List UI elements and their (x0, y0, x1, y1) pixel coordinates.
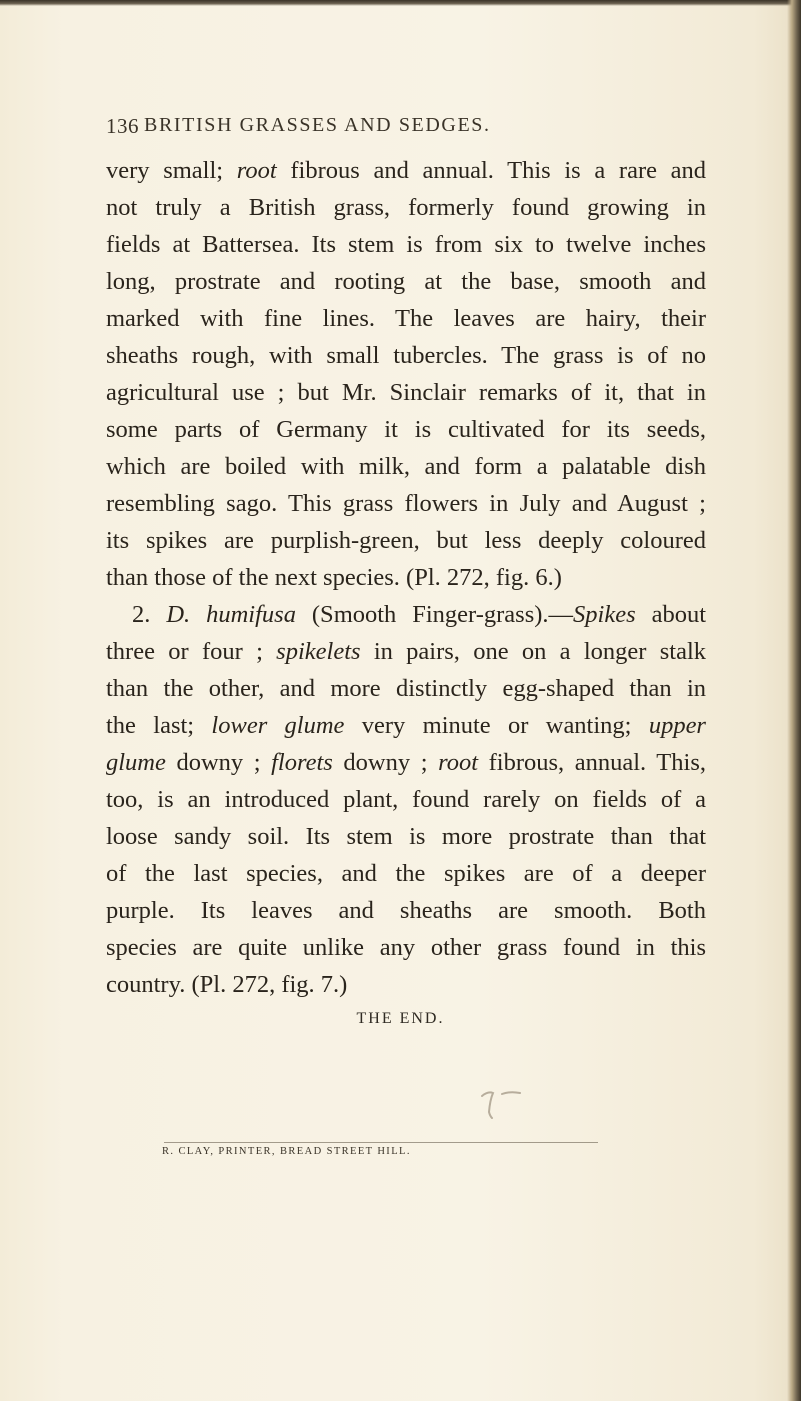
text-line (106, 485, 706, 522)
page-top-edge (0, 0, 801, 6)
text-run: the last; (106, 712, 212, 739)
text-line (106, 781, 706, 818)
text-run: of the last species, and the spikes are of a deeper (106, 860, 706, 887)
text-run: fibrous, annual. This, (478, 749, 706, 776)
text-run: than the other, and more distinctly egg-shaped than in (106, 675, 706, 702)
text-line (106, 226, 706, 263)
page-binding-edge (787, 0, 801, 1401)
text-run: agricultural use ; but Mr. Sinclair remarks of it, that in (106, 379, 706, 406)
text-run: downy ; (165, 749, 272, 776)
text-line (106, 152, 706, 189)
imprint-rule (164, 1142, 598, 1143)
text-run: very small; (106, 157, 237, 184)
text-run: some parts of Germany it is cultivated for its seeds, (106, 416, 706, 443)
text-line (106, 263, 706, 300)
text-line (106, 189, 706, 226)
text-run: three or four ; (106, 638, 277, 665)
text-line (106, 707, 706, 744)
text-line (106, 374, 706, 411)
text-run: in pairs, one on a longer stalk (360, 638, 707, 665)
text-line (106, 744, 706, 781)
text-run: its spikes are purplish-green, but less deeply coloured (106, 527, 706, 554)
text-line (106, 633, 706, 670)
text-run: long, prostrate and rooting at the base, smooth and (106, 268, 706, 295)
text-run: very minute or wanting; (344, 712, 649, 739)
text-line (106, 670, 706, 707)
body-text (106, 152, 706, 1003)
text-run: downy ; (332, 749, 439, 776)
text-run: which are boiled with milk, and form a palatable dish (106, 453, 706, 480)
italic-term: D. humifusa (166, 601, 296, 628)
italic-term: glume (106, 749, 166, 776)
text-run: too, is an introduced plant, found rarely on fields of a (106, 786, 706, 813)
text-run: resembling sago. This grass flowers in July and August ; (106, 490, 706, 517)
printer-imprint: R. CLAY, PRINTER, BREAD STREET HILL. (162, 1146, 411, 1157)
text-line (106, 337, 706, 374)
the-end-label: THE END. (356, 1010, 445, 1027)
text-line (106, 522, 706, 559)
running-head (106, 114, 702, 144)
text-run: country. (Pl. 272, fig. 7.) (106, 971, 348, 998)
italic-term: florets (271, 749, 333, 776)
text-line (106, 448, 706, 485)
text-line (106, 559, 706, 596)
text-run: loose sandy soil. Its stem is more prostrate than that (106, 823, 706, 850)
text-line (106, 892, 706, 929)
running-title: BRITISH GRASSES AND SEDGES. (144, 114, 491, 136)
text-line (106, 966, 706, 1003)
text-run: (Smooth Finger-grass).— (295, 601, 574, 628)
italic-term: upper (648, 712, 706, 739)
text-line (106, 300, 706, 337)
italic-term: root (236, 157, 277, 184)
text-run: than those of the next species. (Pl. 272, fig. 6.) (106, 564, 562, 591)
text-line (106, 818, 706, 855)
italic-term: Spikes (573, 601, 636, 628)
italic-term: root (438, 749, 479, 776)
italic-term: lower glume (211, 712, 345, 739)
text-line (106, 411, 706, 448)
text-line (106, 596, 706, 633)
text-run: marked with fine lines. The leaves are hairy, their (106, 305, 706, 332)
pencil-mark (480, 1082, 540, 1122)
text-run: species are quite unlike any other grass found in this (106, 934, 706, 961)
text-line (106, 855, 706, 892)
text-run: 2. (132, 601, 167, 628)
text-run: not truly a British grass, formerly found growing in (106, 194, 706, 221)
text-run: about (635, 601, 707, 628)
text-run: purple. Its leaves and sheaths are smooth. Both (106, 897, 706, 924)
italic-term: spikelets (276, 638, 361, 665)
page-number: 136 (106, 114, 139, 138)
text-run: sheaths rough, with small tubercles. The grass is of no (106, 342, 706, 369)
text-line (106, 929, 706, 966)
text-run: fields at Battersea. Its stem is from six to twelve inches (106, 231, 706, 258)
text-run: fibrous and annual. This is a rare and (276, 157, 707, 184)
